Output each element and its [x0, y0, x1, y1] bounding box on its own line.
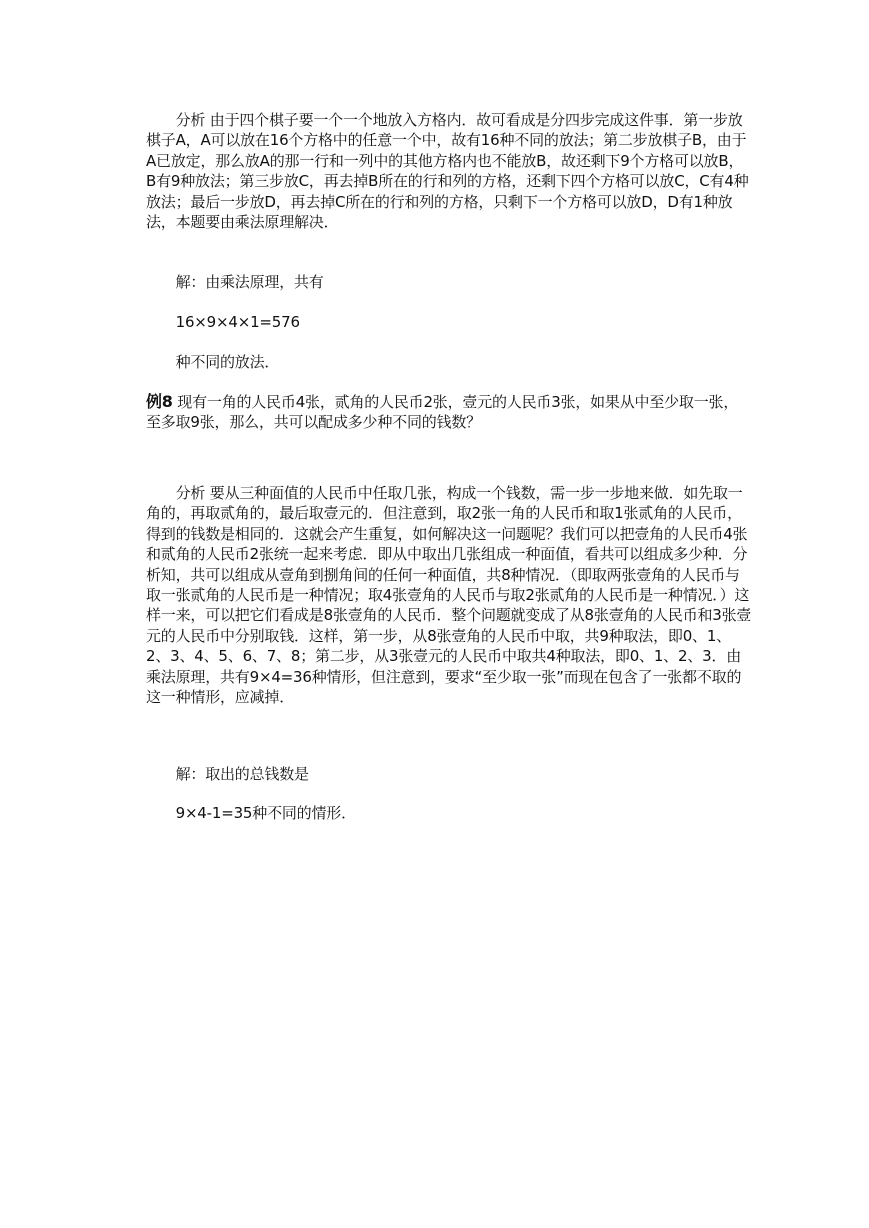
- example-8-label: 例8: [146, 392, 173, 411]
- example-8-question: [146, 392, 752, 433]
- analysis-paragraph-2: 分析 要从三种面值的人民币中任取几张，构成一个钱数，需一步一步地来做．如先取一角的，再取贰角的，最后取壹元的．但注意到，取2张一角的人民币和取1张贰角的人民币，得到的钱数是相同的．这就会产生重复，如何解决这一问题呢？我们可以把壹角的人民币4张和贰角的人民币2张统一起来考虑．即从中取出几张组成一种面值，看共可以组成多少种．分析知，共可以组成从壹角到捌角间的任何一种面值，共8种情况．（即取两张壹角的人民币与取一张贰角的人民币是一种情况；取4张壹角的人民币与取2张贰角的人民币是一种情况．）这样一来，可以把它们看成是8张壹角的人民币．整个问题就变成了从8张壹角的人民币和3张壹元的人民币中分别取钱．这样，第一步，从8张壹角的人民币中取，共9种取法，即0、1、2、3、4、5、6、7、8；第二步，从3张壹元的人民币中取共4种取法，即0、1、2、3．由乘法原理，共有9×4=36种情形，但注意到，要求“至少取一张”而现在包含了一张都不取的这一种情形，应减掉．: [146, 484, 752, 707]
- solution-1-formula: 16×9×4×1=576: [146, 313, 300, 331]
- solution-1-intro: 解：由乘法原理，共有: [146, 273, 324, 291]
- solution-2-intro: 解：取出的总钱数是: [146, 765, 309, 783]
- analysis-paragraph-1: 分析 由于四个棋子要一个一个地放入方格内．故可看成是分四步完成这件事．第一步放棋子A，A可以放在16个方格中的任意一个中，故有16种不同的放法；第二步放棋子B，由于A已放定，那么放A的那一行和一列中的其他方格内也不能放B，故还剩下9个方格可以放B，B有9种放法；第三步放C，再去掉B所在的行和列的方格，还剩下四个方格可以放C，C有4种放法；最后一步放D，再去掉C所在的行和列的方格，只剩下一个方格可以放D，D有1种放法，本题要由乘法原理解决．: [146, 111, 749, 232]
- solution-1-conclusion: 种不同的放法．: [146, 353, 280, 371]
- solution-2-result: 9×4-1=35种不同的情形．: [146, 804, 356, 822]
- example-8-text: 现有一角的人民币4张，贰角的人民币2张，壹元的人民币3张，如果从中至少取一张，至多取9张，那么，共可以配成多少种不同的钱数？: [146, 393, 739, 432]
